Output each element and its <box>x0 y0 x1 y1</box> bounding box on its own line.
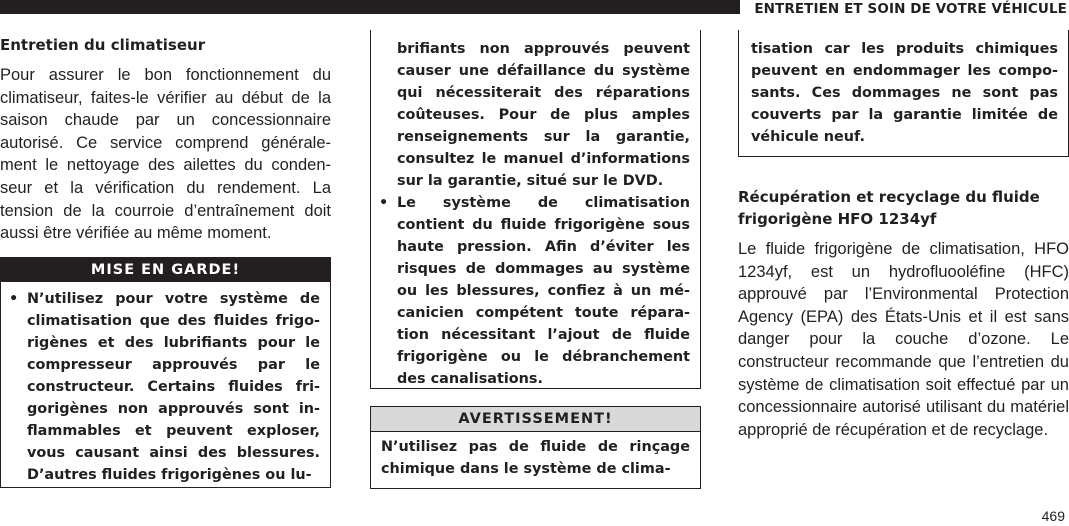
warning-box <box>370 406 701 489</box>
caution-box-title: MISE EN GARDE! <box>1 258 330 282</box>
caution-text: N’utilisez pour votre système de climatisation que des fluides frigo-rigènes et des lubrifiants pour le compresseur approuvés par le constructeur. Certains fluides fri-gorigènes non approuvés sont in-flammables et peuvent exploser, vous causant ainsi des blessures. D’autres fluides frigorigènes ou lu- <box>27 291 320 483</box>
bullet-glyph: • <box>379 195 389 211</box>
header-rule <box>0 0 740 14</box>
section-heading-refrigerant-recovery: Récupération et recyclage du fluide frigorigène HFO 1234yf <box>738 188 1040 228</box>
caution-continued-text: brifiants non approuvés peuvent causer une défaillance du système qui nécessiterait des réparations coûteuses. Pour de plus amples renseignements sur la garantie, consultez le manuel d’informations sur la garantie, situé sur le DVD. <box>397 41 690 189</box>
column-3-section <box>738 186 1069 441</box>
caution-box <box>0 257 331 488</box>
running-header: ENTRETIEN ET SOIN DE VOTRE VÉHICULE <box>754 1 1067 17</box>
section-heading-ac-maintenance: Entretien du climatiseur <box>0 36 206 54</box>
warning-continued-text: tisation car les produits chimiques peuvent en endommager les compo-sants. Ces dommages ne sont pas couverts par la garantie limitée de véhicule neuf. <box>751 41 1058 145</box>
bullet-glyph: • <box>9 291 19 307</box>
caution-box-continued-body <box>371 30 700 390</box>
warning-box-body <box>371 432 700 480</box>
warning-text: N’utilisez pas de fluide de rinçage chimique dans le système de clima- <box>381 439 690 477</box>
caution-bullet-item <box>9 288 320 486</box>
page-number: 469 <box>1041 508 1065 524</box>
caution-bullet-item-2 <box>379 192 690 390</box>
caution-bullet-text-2: Le système de climatisation contient du fluide frigorigène sous haute pression. Afin d’éviter les risques de dommages au système ou les blessures, confiez à un mé-canicien compétent toute répara-tion nécessitant l’ajout de fluide frigorigène ou le débranchement des canalisations. <box>397 195 690 387</box>
warning-box-continued <box>738 30 1069 157</box>
warning-box-title: AVERTISSEMENT! <box>371 407 700 432</box>
paragraph-ac-maintenance: Pour assurer le bon fonctionnement du climatiseur, faites-le vérifier au début de la saison chaude par un concessionnaire autorisé. Ce service comprend générale-ment le nettoyage des ailettes du conden-seur et la vérification du rendement. La tension de la courroie d’entraînement doit aussi être vérifiée au même moment. <box>0 66 331 243</box>
warning-box-continued-body <box>739 30 1068 148</box>
caution-box-body <box>1 282 330 486</box>
caution-box-continued <box>370 30 701 389</box>
column-1 <box>0 34 331 245</box>
paragraph-refrigerant: Le fluide frigorigène de climatisation, HFO 1234yf, est un hydrofluooléfine (HFC) approuvé par l’Environmental Protection Agency (EPA) des États-Unis et il est sans danger pour la couche d’ozone. Le constructeur recommande que l’entretien du système de climatisation soit effectué par un concessionnaire autorisé utilisant du matériel approprié de récupération et de recyclage. <box>738 240 1069 439</box>
